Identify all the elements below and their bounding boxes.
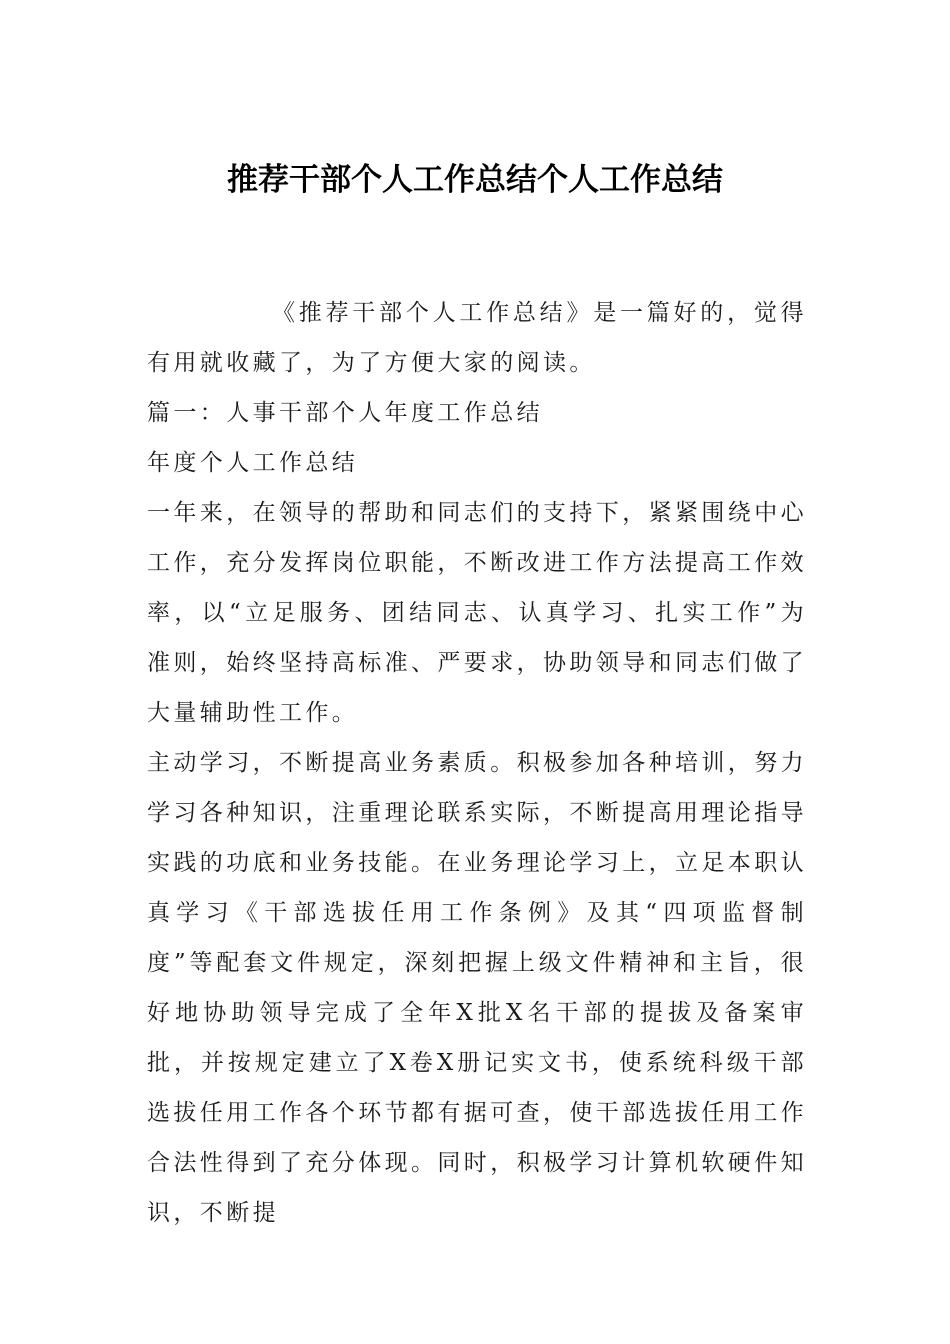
document-body bbox=[147, 288, 807, 1238]
document-title: 推荐干部个人工作总结个人工作总结 bbox=[227, 162, 723, 198]
body-paragraph: 主动学习，不断提高业务素质。积极参加各种培训，努力学习各种知识，注重理论联系实际，不断提高用理论指导实践的功底和业务技能。在业务理论学习上，立足本职认真学习《干部选拔任用工作条例》及其“四项监督制度”等配套文件规定，深刻把握上级文件精神和主旨，很好地协助领导完成了全年X批X名干部的提拔及备案审批，并按规定建立了X卷X册记实文书，使系统科级干部选拔任用工作各个环节都有据可查，使干部选拔任用工作合法性得到了充分体现。同时，积极学习计算机软硬件知识，不断提 bbox=[147, 750, 807, 1226]
body-paragraph: 一年来，在领导的帮助和同志们的支持下，紧紧围绕中心工作，充分发挥岗位职能，不断改进工作方法提高工作效率，以“立足服务、团结同志、认真学习、扎实工作”为准则，始终坚持高标准、严要求，协助领导和同志们做了大量辅助性工作。 bbox=[147, 500, 807, 726]
subsection-heading: 年度个人工作总结 bbox=[147, 450, 359, 476]
intro-paragraph: 《推荐干部个人工作总结》是一篇好的，觉得有用就收藏了，为了方便大家的阅读。 bbox=[147, 300, 807, 376]
section-heading: 篇一：人事干部个人年度工作总结 bbox=[147, 400, 543, 426]
